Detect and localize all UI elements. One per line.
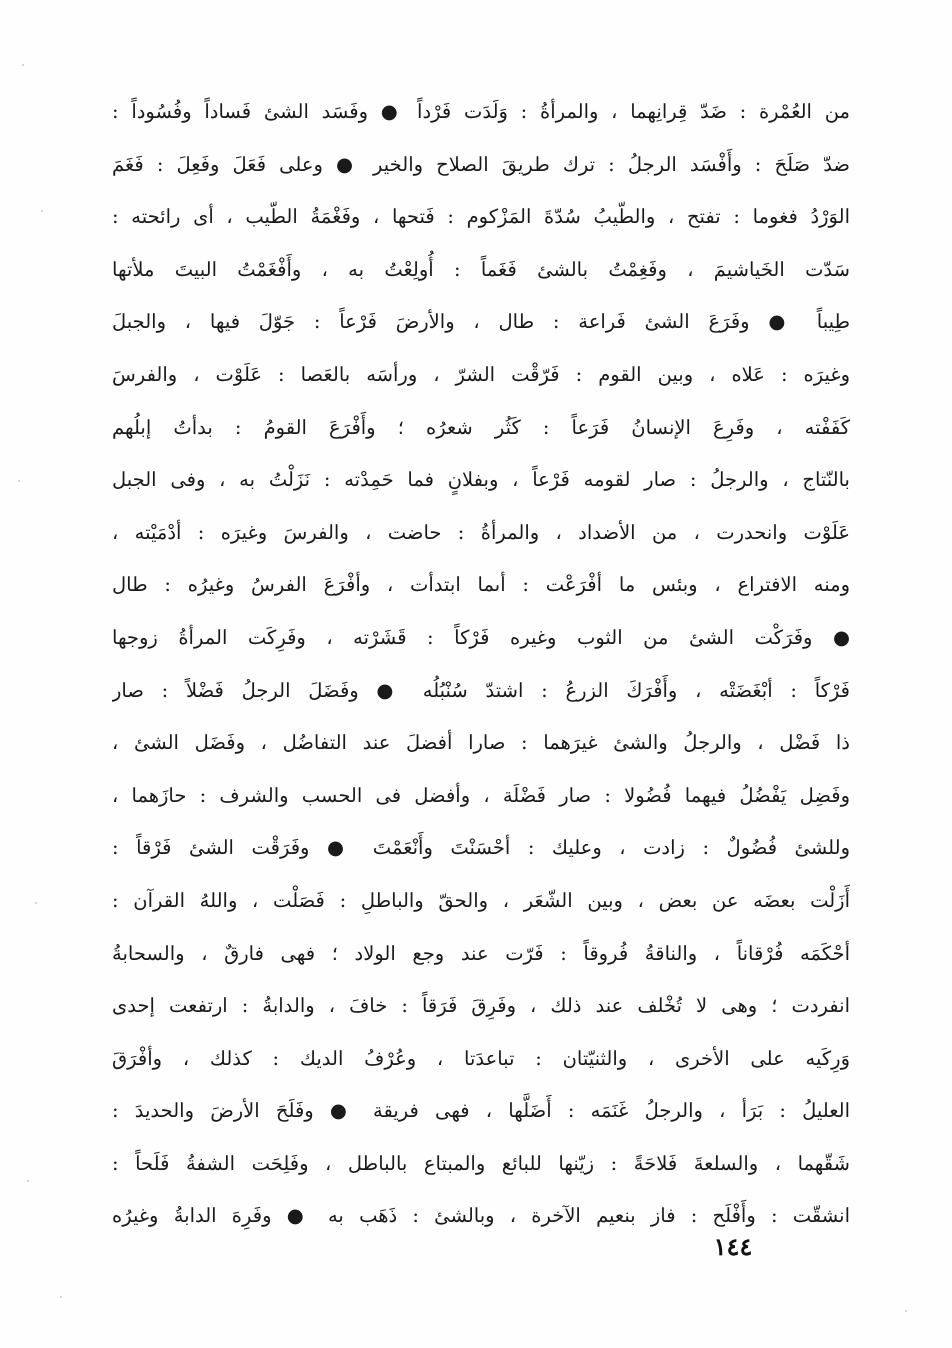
- text-line: عَلَوْت وانحدرت ، من الأضداد ، والمرأةُ : حاضت ، والفرسَ وغيرَه : أدْمَيْته ،: [112, 520, 850, 544]
- text-line: وللشئ فُضُولٌ : زادت ، وعليك : أحْسَنْتَ وأَنْعَمْتَ ● وفَرَقْت الشئ فَرْقاً :: [112, 836, 850, 860]
- page-number: ١٤٤: [713, 1232, 753, 1261]
- scan-speck: [60, 1296, 62, 1298]
- text-line: وفَضِل يَفْضُلُ فيهما فُضُولا : صار فَضْلَة ، وأفضل فى الحسب والشرف : حازَهما ،: [112, 783, 850, 807]
- text-line: أَزَلْت بعضَه عن بعض ، وبين الشّعَر ، والحقّ والباطلِ : فَصَلْت ، واللهُ القرآن :: [112, 888, 850, 912]
- scan-speck: [27, 1180, 29, 1182]
- text-line: فَرْكاً : أبْغَضَتْه ، وأَفْرَكَ الزرعُ : اشتدّ سُنْبُلُه ● وفَضَلَ الرجلُ فَضْلاً : صار: [112, 678, 850, 702]
- scan-speck: [18, 480, 20, 482]
- text-line: العليلُ : بَرَأ ، والرجلُ غَنَمَه : أَضَلَّها ، فهى فريقة ● وفَلَحَ الأرضَ والحديدَ :: [112, 1099, 850, 1123]
- text-line: ذا فَضْل ، والرجلُ والشئ غيرَهما : صارا أفضلَ عند التفاضُل ، وفَضَل الشئ ،: [112, 731, 850, 755]
- text-line: سَدّت الخَياشيمَ ، وفَغِمْتُ بالشئ فَغَماً : أُولِعْتُ به ، وأَفْغَمْتُ البيتَ ملأتها: [112, 257, 850, 281]
- text-line: أحْكَمَه فُرْقاناً ، والناقةُ فُروقاً : فَرّت عند وجع الولاد ؛ فهى فارقٌ ، والسحابةُ: [112, 941, 850, 965]
- text-line: بالنّتاج ، والرجلُ : صار لقومه فَرْعاً ، وبفلانٍ فما حَمِدْته : نَزَلْتُ به ، وفى الجبل: [112, 468, 850, 492]
- text-line: الوَرْدُ فغوما : تفتح ، والطّيبُ سُدّةَ المَزْكوم : فَتحها ، وفَغْمَةُ الطّيب ، أى رائحته :: [112, 205, 850, 229]
- text-line: انفردت ؛ وهى لا تُخْلف عند ذلك ، وفَرِقَ فَرَقاً : خافَ ، والدابةُ : ارتفعت إحدى: [112, 994, 850, 1018]
- text-line: كَفَفْته ، وفَرِعَ الإنسانُ فَرَعاً : كَثُر شعرُه ؛ وأَفْرَعَ القومُ : بدأتُ إبلُهم: [112, 415, 850, 439]
- text-line: من العُمْرة : ضَدّ قِرانِهما ، والمرأةُ : وَلَدَت فَرْداً ● وفَسَد الشئ فَساداً وفُسُوداً :: [112, 100, 850, 123]
- text-line: ومنه الافتراع ، وبئس ما أفْرَعْت : أىما ابتدأت ، وأفْرَعَ الفرسُ وغيرُه : طال: [112, 573, 850, 597]
- text-line: ضدّ صَلَحَ : وأَفْسَد الرجلُ : ترك طريقَ الصلاح والخير ● وعلى فَعَلَ وفَعِلَ : فَغَمَ: [112, 152, 850, 176]
- scan-speck: [41, 210, 43, 212]
- scan-speck: [35, 902, 37, 904]
- text-line: وغيرَه : عَلاه ، وبين القوم : فَرّقْت الشرّ ، ورأسَه بالعَصا : عَلَوْت ، والفرسَ: [112, 362, 850, 386]
- text-line: وَرِكَيه على الأخرى ، والثنيّتان : تباعدَتا ، وعُرْفُ الديك : كذلك ، وأفْرَقَ: [112, 1046, 850, 1070]
- dictionary-text-block: [112, 86, 850, 1243]
- text-line: انشقّت : وأَفْلَح : فاز بنعيم الآخرة ، وبالشئ : ذَهَب به ● وفَرِهَ الدابةُ وغيرُه: [112, 1204, 850, 1228]
- scan-speck: [905, 1310, 907, 1312]
- text-line: طِيباً ● وفَرَعَ الشئ فَراعة : طال ، والأرضَ فَرْعاً : جَوّلَ فيها ، والجبلَ: [112, 310, 850, 334]
- text-line: شَقّهما ، والسلعةَ فَلاحَةً : زيّنها للبائع والمبتاع بالباطل ، وفَلِحَت الشفةُ فَلَحاً :: [112, 1151, 850, 1175]
- text-line: ● وفَرَكْت الشئ من الثوب وغيره فَرْكاً : قَشَرْته ، وفَرِكَت المرأةُ زوجها: [112, 625, 850, 649]
- scan-speck: [22, 64, 24, 66]
